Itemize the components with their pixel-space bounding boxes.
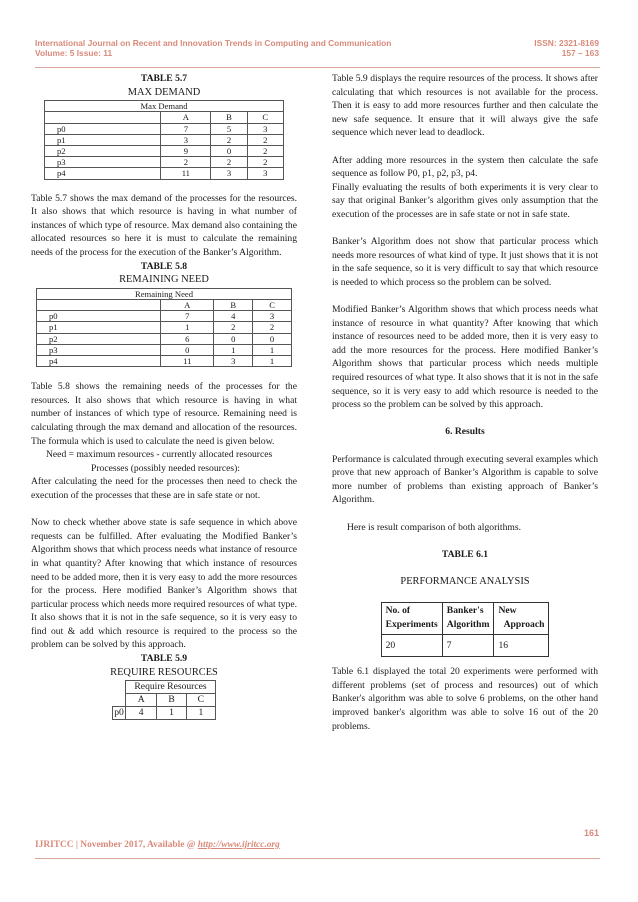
table-cell: 4 bbox=[126, 707, 157, 720]
table-row bbox=[45, 157, 284, 168]
table-5-9 bbox=[112, 680, 216, 720]
table-cell: p3 bbox=[45, 157, 161, 168]
header-line: Approach bbox=[503, 619, 545, 631]
table-cell: 3 bbox=[253, 311, 292, 322]
page-number: 161 bbox=[583, 828, 599, 838]
table-5-8-title: REMAINING NEED bbox=[119, 274, 209, 286]
footer-text: IJRITCC | November 2017, Available @ bbox=[35, 840, 198, 850]
table-cell: p1 bbox=[45, 134, 161, 145]
paragraph-after-adding: After adding more resources in the system then calculate the safe sequence as follow P0, p1, p2, p3, p4. bbox=[332, 154, 598, 180]
left-column bbox=[31, 72, 297, 720]
table-cell: 0 bbox=[161, 344, 214, 355]
paragraph-after-need: After calculating the need for the processes then need to check the execution of the processes that these are in safe state or not. bbox=[31, 476, 297, 501]
footer bbox=[35, 840, 280, 850]
paragraph-bankers-not: Banker’s Algorithm does not show that particular process which needs more resources of what kind of type. It just shows that it is not in the safe sequence, so it is very difficult to say that which resource is needed to which process so the problem can be solved. bbox=[332, 236, 598, 288]
right-column bbox=[332, 72, 598, 733]
table-cell: 3 bbox=[214, 355, 253, 366]
table-cell: 2 bbox=[211, 157, 247, 168]
table-cell: 3 bbox=[247, 168, 283, 179]
paragraph-performance: Performance is calculated through executing several examples which prove that new approach of Banker’s Algorithm is capable to solve more number of problems than existing approach of Banker’s Algorithm. bbox=[332, 453, 598, 506]
table-cell: 1 bbox=[157, 707, 186, 720]
table-cell: 2 bbox=[247, 134, 283, 145]
table-row bbox=[37, 311, 292, 322]
table-row bbox=[113, 707, 216, 720]
table-cell: 11 bbox=[161, 355, 214, 366]
table-header-cell bbox=[381, 603, 442, 635]
table-cell: 1 bbox=[253, 355, 292, 366]
table-header-cell: B bbox=[211, 112, 247, 123]
table-row bbox=[37, 355, 292, 366]
table-header-cell bbox=[442, 603, 494, 635]
table-cell: p3 bbox=[37, 344, 161, 355]
table-6-1 bbox=[381, 602, 550, 657]
running-header-right bbox=[534, 38, 599, 58]
table-row bbox=[45, 123, 284, 134]
table-5-7 bbox=[44, 100, 284, 179]
table-header-cell: C bbox=[253, 299, 292, 310]
table-5-8-group-header: Remaining Need bbox=[37, 288, 292, 299]
table-cell: 2 bbox=[214, 322, 253, 333]
table-corner-cell bbox=[113, 694, 126, 707]
table-cell: 0 bbox=[211, 146, 247, 157]
formula-line-1: Need = maximum resources - currently allocated resources bbox=[46, 449, 273, 461]
journal-issn: ISSN: 2321-8169 bbox=[534, 38, 599, 48]
paragraph-table-5-7: Table 5.7 shows the max demand of the processes for the resources. It also shows that which resource is having in what number of instances of which type of resource. Max demand also containing the allocated resources so here it is must to calculate the remaining needs of the process for the execution of the Banker’s Algorithm. bbox=[31, 192, 297, 258]
table-cell: 0 bbox=[253, 333, 292, 344]
header-line: Algorithm bbox=[446, 619, 490, 631]
table-cell: p2 bbox=[45, 146, 161, 157]
table-corner-cell bbox=[113, 681, 126, 694]
table-cell: 7 bbox=[442, 635, 494, 657]
table-cell: 3 bbox=[161, 134, 211, 145]
table-header-cell: B bbox=[157, 694, 186, 707]
table-header-cell: C bbox=[186, 694, 215, 707]
table-5-8-caption: TABLE 5.8 bbox=[140, 260, 188, 272]
section-6-heading: 6. Results bbox=[445, 426, 485, 438]
header-line: Experiments bbox=[385, 619, 438, 631]
table-row bbox=[45, 146, 284, 157]
table-cell: 2 bbox=[253, 322, 292, 333]
table-cell: 20 bbox=[381, 635, 442, 657]
table-cell: 16 bbox=[494, 635, 549, 657]
table-row bbox=[45, 134, 284, 145]
table-header-cell: A bbox=[161, 112, 211, 123]
table-row bbox=[37, 322, 292, 333]
paragraph-table-5-9: Table 5.9 displays the require resources of the process. It shows after calculating that which resources is not available for the process. Then it is easy to add more resources further and then calculate the new safe sequence. It ensure that it will always give the safe sequence which never lead to deadlock. bbox=[332, 73, 598, 139]
journal-pages: 157 – 163 bbox=[561, 48, 599, 58]
table-cell: 9 bbox=[161, 146, 211, 157]
table-cell: 11 bbox=[161, 168, 211, 179]
table-cell: 2 bbox=[161, 157, 211, 168]
table-header-cell: A bbox=[161, 299, 214, 310]
table-6-1-title: PERFORMANCE ANALYSIS bbox=[400, 575, 530, 587]
table-5-7-title: MAX DEMAND bbox=[127, 86, 201, 98]
table-row bbox=[37, 333, 292, 344]
table-5-9-group-header: Require Resources bbox=[126, 681, 216, 694]
table-cell: 2 bbox=[247, 146, 283, 157]
table-cell: p0 bbox=[45, 123, 161, 134]
table-cell: p2 bbox=[37, 333, 161, 344]
table-row bbox=[37, 344, 292, 355]
header-line: New bbox=[498, 605, 517, 617]
table-cell: 3 bbox=[247, 123, 283, 134]
table-cell: 0 bbox=[214, 333, 253, 344]
table-row bbox=[381, 635, 549, 657]
table-header-cell: B bbox=[214, 299, 253, 310]
paragraph-table-6-1: Table 6.1 displayed the total 20 experiments were performed with different problems (set of process and resources) out of which Banker's algorithm was able to solve 6 problems, on the other hand improved banker's algorithm was able to solve 16 out of the 20 problems. bbox=[332, 666, 598, 732]
table-cell: p4 bbox=[45, 168, 161, 179]
header-line: Banker's bbox=[446, 605, 484, 617]
table-cell: 6 bbox=[161, 333, 214, 344]
table-header-cell: C bbox=[247, 112, 283, 123]
table-cell: p1 bbox=[37, 322, 161, 333]
table-5-7-group-header: Max Demand bbox=[45, 101, 284, 112]
table-cell: 2 bbox=[211, 134, 247, 145]
paragraph-finally: Finally evaluating the results of both experiments it is very clear to say that original Banker’s algorithm gives only assumption that the execution of the processes are in safe state or not in safe state. bbox=[332, 181, 598, 220]
table-cell: 1 bbox=[253, 344, 292, 355]
table-cell: p0 bbox=[37, 311, 161, 322]
header-line: No. of bbox=[385, 605, 411, 617]
paragraph-modified: Modified Banker’s Algorithm shows that which process needs what instance of resource in what quantity? After knowing that which instance of resources need to be added more, then it is very easy to add the more resources for the process. Here modified Banker’s Algorithm shows that particular process which needs multiple required resources of what type. It also shows that it is not in the safe sequence, so it is very easy to add which resource is needed to the process so the problem can be solved by this approach. bbox=[332, 304, 598, 411]
table-header-cell bbox=[494, 603, 549, 635]
table-5-7-caption: TABLE 5.7 bbox=[140, 73, 188, 84]
table-6-1-caption: TABLE 6.1 bbox=[441, 548, 489, 560]
table-cell: 5 bbox=[211, 123, 247, 134]
table-header-cell bbox=[45, 112, 161, 123]
table-cell: 7 bbox=[161, 311, 214, 322]
table-cell: 7 bbox=[161, 123, 211, 134]
formula-line-2: Processes (possibly needed resources): bbox=[91, 462, 240, 474]
table-5-9-caption: TABLE 5.9 bbox=[140, 653, 188, 665]
paragraph-here: Here is result comparison of both algorithms. bbox=[347, 521, 521, 533]
journal-volume: Volume: 5 Issue: 11 bbox=[35, 48, 113, 58]
footer-link[interactable]: http://www.ijritcc.org bbox=[197, 840, 280, 850]
running-header-left bbox=[35, 38, 391, 58]
table-cell: p4 bbox=[37, 355, 161, 366]
table-cell: 3 bbox=[211, 168, 247, 179]
table-5-9-title: REQUIRE RESOURCES bbox=[110, 666, 218, 678]
paragraph-table-5-8: Table 5.8 shows the remaining needs of the processes for the resources. It also shows that which resource is having in what number of instances of which type of resource. Remaining need is calculating through the max demand and allocation of the resources. The formula which is used to calculate the need is given below. bbox=[31, 381, 297, 447]
table-cell: 1 bbox=[186, 707, 215, 720]
table-cell: p0 bbox=[114, 707, 124, 719]
table-header-cell bbox=[37, 299, 161, 310]
journal-title: International Journal on Recent and Innovation Trends in Computing and Communication bbox=[35, 38, 392, 48]
table-row bbox=[45, 168, 284, 179]
table-cell: 1 bbox=[161, 322, 214, 333]
footer-rule bbox=[35, 858, 600, 859]
header-rule bbox=[35, 67, 600, 68]
table-5-8 bbox=[36, 288, 292, 367]
paragraph-safe-check: Now to check whether above state is safe sequence in which above requests can be fulfilled. After evaluating the Modified Banker’s Algorithm shows that which process needs what instance of resource in what quantity? After knowing that which instance of resources need to be added more, then it is very easy to add the more resources for the process. Here modified Banker’s Algorithm shows that particular process which needs more required resources of what type. It also shows that it is not in the safe sequence, so it is very easy to find out & add which resource is required to the process so the problem can be solved by this approach. bbox=[31, 517, 297, 651]
table-header-cell: A bbox=[126, 694, 157, 707]
table-cell: 2 bbox=[247, 157, 283, 168]
table-cell: 4 bbox=[214, 311, 253, 322]
table-cell: 1 bbox=[214, 344, 253, 355]
